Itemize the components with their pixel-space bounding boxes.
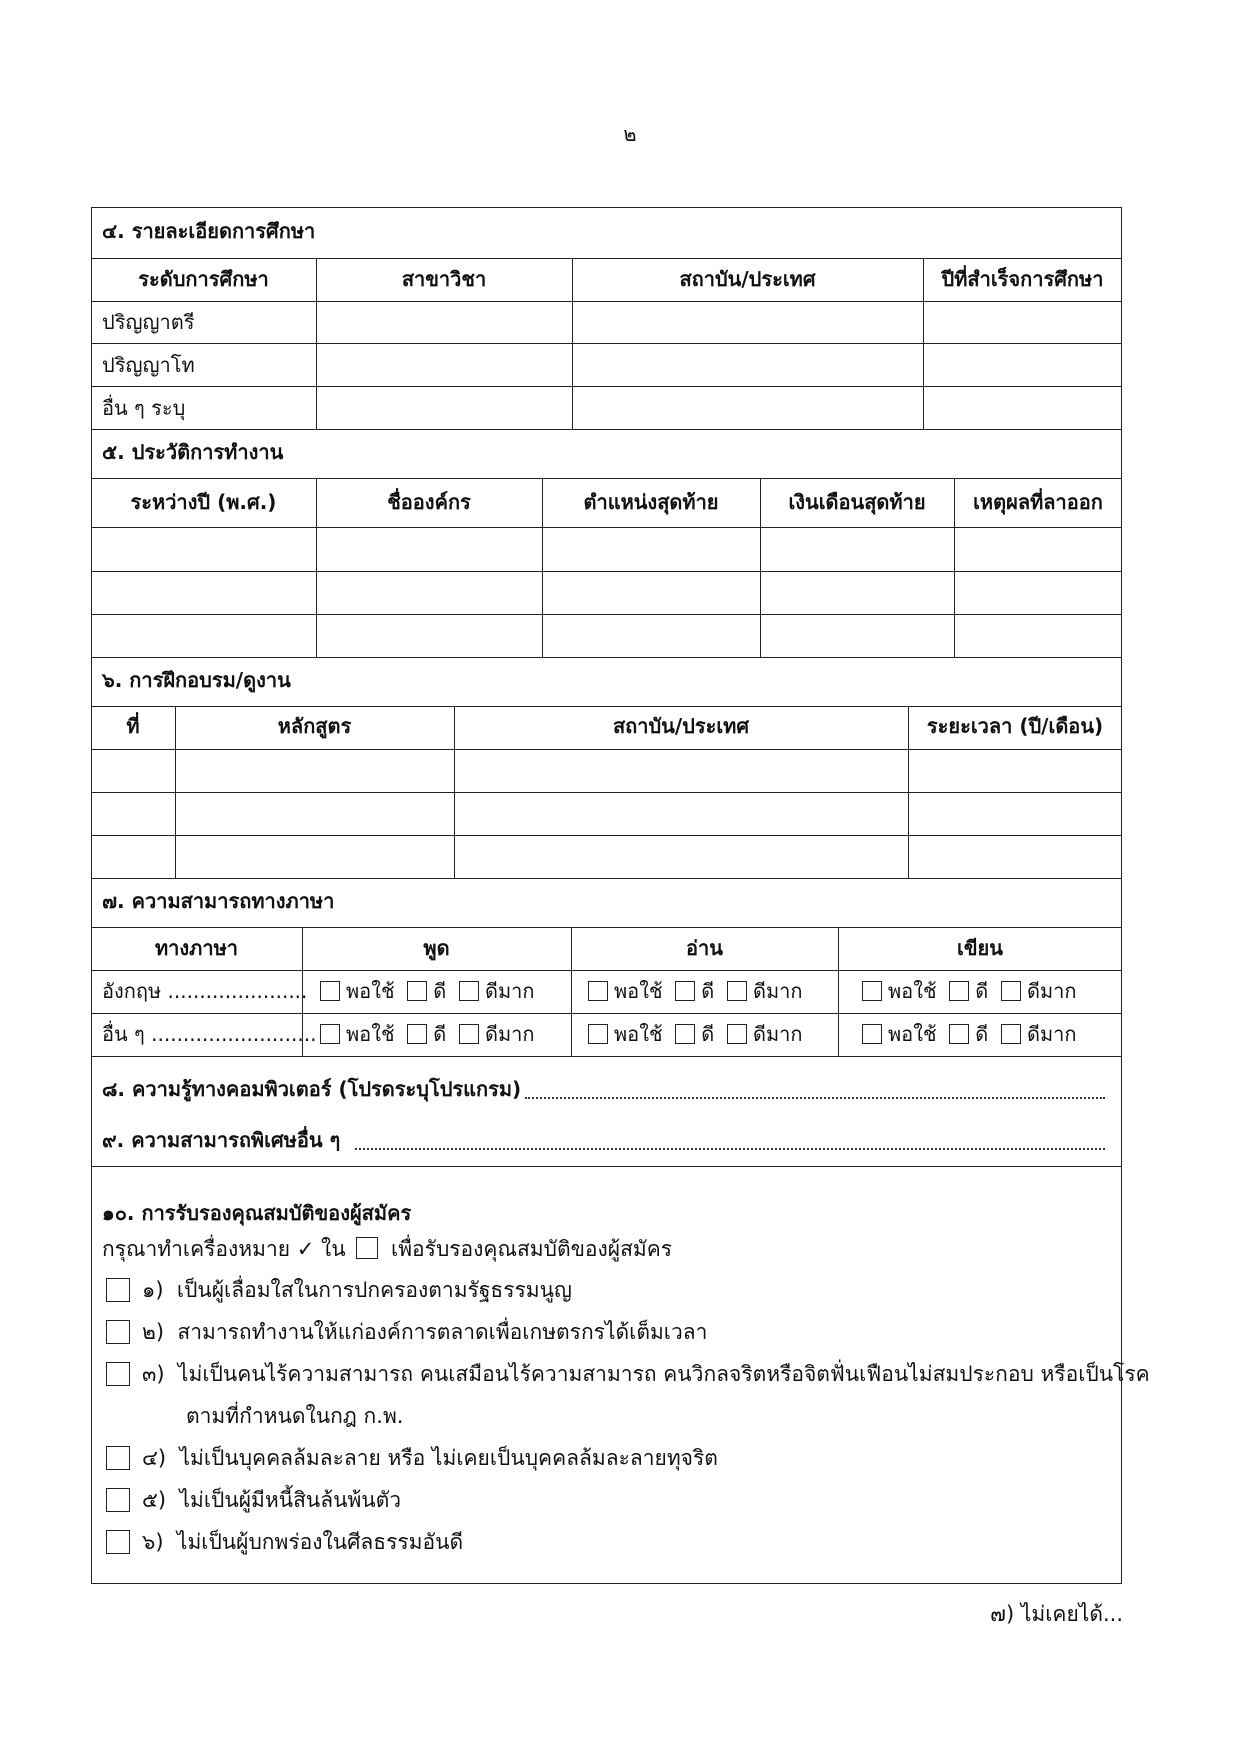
s4-header-major: สาขาวิชา [401,267,487,291]
s5-header-salary: เงินเดือนสุดท้าย [788,490,926,514]
divider [91,1013,1122,1014]
special-abilities-field[interactable] [355,1148,1105,1150]
s4-header-year: ปีที่สำเร็จการศึกษา [941,267,1104,291]
divider [91,478,1122,479]
s4-header-level: ระดับการศึกษา [138,267,269,291]
checkbox-fair[interactable] [320,1024,340,1044]
qualification-checkbox-6[interactable] [106,1530,130,1554]
checkbox-excellent[interactable] [1001,1024,1021,1044]
checkbox-fair[interactable] [588,981,608,1001]
section-9-label: ๙. ความสามารถพิเศษอื่น ๆ [102,1128,341,1152]
qualification-item-5: ๕) ไม่เป็นผู้มีหนี้สินล้นพ้นตัว [142,1488,402,1512]
s7-row-other: อื่น ๆ .......................... [102,1022,317,1046]
s6-header-course: หลักสูตร [277,714,352,738]
qualification-checkbox-5[interactable] [106,1488,130,1512]
qualification-item-1: ๑) เป็นผู้เลื่อมใสในการปกครองตามรัฐธรรมนูญ [142,1278,572,1302]
checkbox-excellent[interactable] [459,981,479,1001]
divider [91,301,1122,302]
divider [91,927,1122,928]
divider [91,571,1122,572]
checkbox-good[interactable] [675,1024,695,1044]
divider [91,258,1122,259]
qualification-checkbox-2[interactable] [106,1320,130,1344]
checkbox-fair[interactable] [320,981,340,1001]
s5-header-reason: เหตุผลที่ลาออก [973,490,1103,514]
divider [91,792,1122,793]
s6-header-institution: สถาบัน/ประเทศ [612,714,750,738]
s5-header-organization: ชื่อองค์กร [387,490,471,514]
speaking-options-english: พอใช้ ดี ดีมาก [320,979,535,1003]
section-7-title: ๗. ความสามารถทางภาษา [102,889,335,913]
s7-header-speaking: พูด [423,936,450,960]
section-10-title: ๑๐. การรับรองคุณสมบัติของผู้สมัคร [102,1201,412,1225]
s7-header-writing: เขียน [957,936,1003,960]
checkbox-excellent[interactable] [459,1024,479,1044]
section-8-label: ๘. ความรู้ทางคอมพิวเตอร์ (โปรดระบุโปรแกรม) [102,1077,522,1101]
section-4-title: ๔. รายละเอียดการศึกษา [102,219,316,243]
instruction-line: กรุณาทำเครื่องหมาย ✓ ใน เพื่อรับรองคุณสมบัติของผู้สมัคร [102,1237,673,1261]
writing-options-english: พอใช้ ดี ดีมาก [862,979,1077,1003]
qualification-item-4: ๔) ไม่เป็นบุคคลล้มละลาย หรือ ไม่เคยเป็นบุคคลล้มละลายทุจริต [142,1446,718,1470]
divider [91,386,1122,387]
writing-options-other: พอใช้ ดี ดีมาก [862,1022,1077,1046]
s4-header-institution: สถาบัน/ประเทศ [679,267,816,291]
reading-options-other: พอใช้ ดี ดีมาก [588,1022,803,1046]
divider [91,614,1122,615]
s6-header-no: ที่ [126,714,140,738]
divider [91,1056,1122,1057]
checkbox-excellent[interactable] [727,981,747,1001]
divider [91,970,1122,971]
checkbox-fair[interactable] [588,1024,608,1044]
checkbox-good[interactable] [949,1024,969,1044]
s7-header-reading: อ่าน [686,936,723,960]
divider [91,835,1122,836]
s5-header-position: ตำแหน่งสุดท้าย [583,490,719,514]
qualification-checkbox-3[interactable] [106,1362,130,1386]
qualification-item-3: ๓) ไม่เป็นคนไร้ความสามารถ คนเสมือนไร้ความสามารถ คนวิกลจริตหรือจิตฟั่นเฟือนไม่สมประกอบ หรือเป็นโรค [142,1362,1150,1386]
divider [91,429,1122,430]
s5-header-years: ระหว่างปี (พ.ศ.) [130,490,277,514]
s6-header-duration: ระยะเวลา (ปี/เดือน) [926,714,1104,738]
checkbox-fair[interactable] [862,1024,882,1044]
reading-options-english: พอใช้ ดี ดีมาก [588,979,803,1003]
s7-row-english: อังกฤษ ...................... [102,979,308,1003]
divider [91,343,1122,344]
computer-skills-field[interactable] [525,1097,1105,1099]
s4-row-other: อื่น ๆ ระบุ [102,396,186,420]
checkbox-good[interactable] [407,981,427,1001]
s7-header-language: ทางภาษา [154,936,238,960]
checkbox-good[interactable] [949,981,969,1001]
checkbox-icon [356,1237,378,1259]
section-5-title: ๕. ประวัติการทำงาน [102,440,284,464]
checkbox-good[interactable] [407,1024,427,1044]
divider [91,657,1122,658]
section-6-title: ๖. การฝึกอบรม/ดูงาน [102,668,291,692]
continuation-note: ๗) ไม่เคยได้... [990,1602,1123,1626]
s4-row-master: ปริญญาโท [102,353,195,377]
page-number: ๒ [623,122,637,146]
qualification-item-6: ๖) ไม่เป็นผู้บกพร่องในศีลธรรมอันดี [142,1530,464,1554]
divider [91,1166,1122,1167]
divider [91,878,1122,879]
qualification-item-3-cont: ตามที่กำหนดในกฎ ก.พ. [186,1404,404,1428]
checkbox-good[interactable] [675,981,695,1001]
checkmark-icon: ✓ [296,1237,315,1261]
qualification-item-2: ๒) สามารถทำงานให้แก่องค์การตลาดเพื่อเกษตรกรได้เต็มเวลา [142,1320,708,1344]
divider [91,749,1122,750]
divider [91,527,1122,528]
qualification-checkbox-4[interactable] [106,1446,130,1470]
qualification-checkbox-1[interactable] [106,1278,130,1302]
divider [91,706,1122,707]
checkbox-fair[interactable] [862,981,882,1001]
speaking-options-other: พอใช้ ดี ดีมาก [320,1022,535,1046]
checkbox-excellent[interactable] [1001,981,1021,1001]
s4-row-bachelor: ปริญญาตรี [102,310,195,334]
checkbox-excellent[interactable] [727,1024,747,1044]
